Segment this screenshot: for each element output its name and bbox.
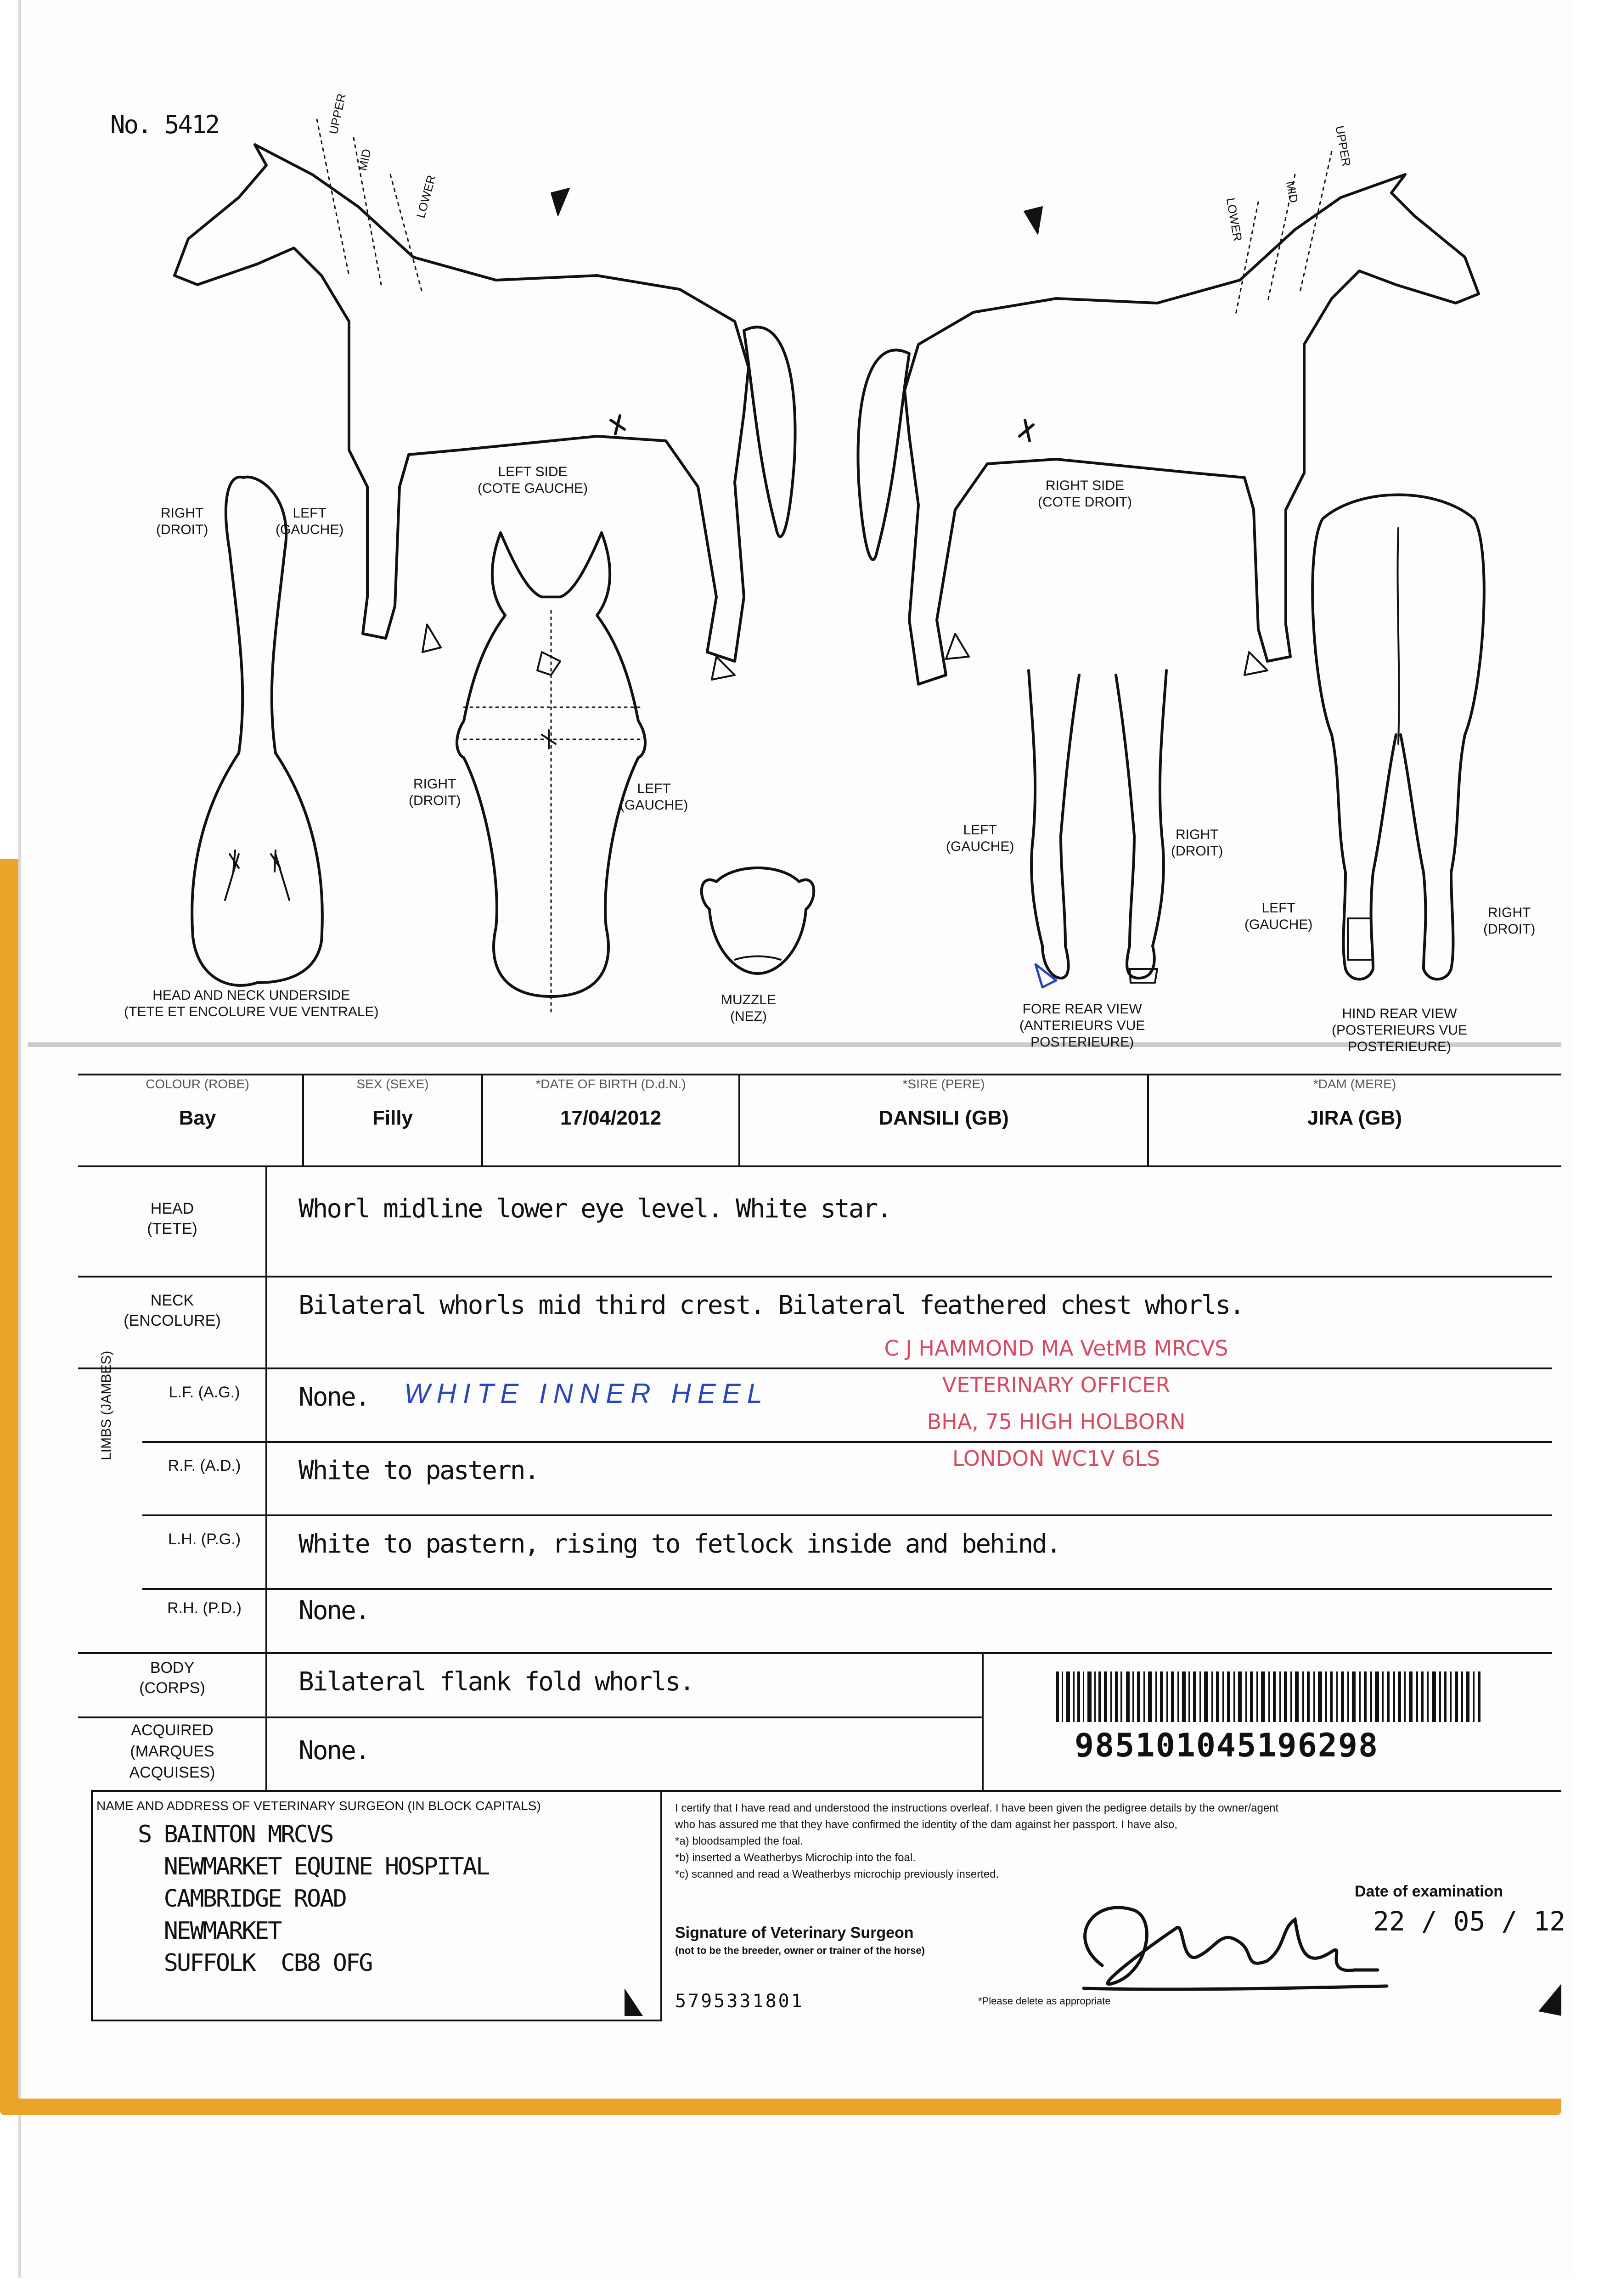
head-label: HEAD (TETE) xyxy=(147,1200,197,1238)
acquired-value: None. xyxy=(298,1736,369,1766)
label-fore-rear-view: FORE REAR VIEW (ANTERIEURS VUE POSTERIEURE) xyxy=(1019,1002,1145,1050)
label-fore-left: LEFT (GAUCHE) xyxy=(946,822,1014,854)
label-head-right: RIGHT (DROIT) xyxy=(409,777,461,808)
body-label: BODY (CORPS) xyxy=(139,1659,205,1697)
label-head-neck-underside: HEAD AND NECK UNDERSIDE (TETE ET ENCOLURE VUE VENTRALE) xyxy=(124,988,379,1019)
signature-note: (not to be the breeder, owner or trainer of the horse) xyxy=(675,1945,925,1956)
delete-note: *Please delete as appropriate xyxy=(978,1995,1111,2007)
signature-scribble xyxy=(1084,1908,1387,1989)
label-mid-left: MID xyxy=(355,147,374,172)
lf-label: L.F. (A.G.) xyxy=(169,1384,240,1401)
rf-value: White to pastern. xyxy=(298,1456,539,1486)
vet-address: S BAINTON MRCVS NEWMARKET EQUINE HOSPITAL CAMBRIDGE ROAD NEWMARKET SUFFOLK CB8 OFG xyxy=(138,1821,489,1977)
label-lower-left: LOWER xyxy=(413,174,439,219)
dob-header: *DATE OF BIRTH (D.d.N.) xyxy=(535,1077,686,1091)
body-value: Bilateral flank fold whorls. xyxy=(298,1667,694,1697)
lh-value: White to pastern, rising to fetlock inside and behind. xyxy=(298,1529,1060,1559)
label-hind-rear-view: HIND REAR VIEW (POSTERIEURS VUE POSTERIEURE) xyxy=(1332,1006,1468,1054)
serial-number: 5795331801 xyxy=(675,1991,804,2012)
vet-heading: NAME AND ADDRESS OF VETERINARY SURGEON (IN BLOCK CAPITALS) xyxy=(96,1799,541,1813)
label-muzzle: MUZZLE (NEZ) xyxy=(721,992,776,1024)
lf-value: None. xyxy=(298,1382,369,1412)
stamp-line-2: VETERINARY OFFICER xyxy=(942,1373,1171,1397)
colour-header: COLOUR (ROBE) xyxy=(146,1077,249,1091)
dam-value: JIRA (GB) xyxy=(1307,1107,1402,1129)
dob-value: 17/04/2012 xyxy=(560,1107,662,1129)
signature-label: Signature of Veterinary Surgeon xyxy=(675,1924,914,1941)
acquired-label: ACQUIRED (MARQUES ACQUISES) xyxy=(129,1722,215,1781)
label-hn-left: LEFT (GAUCHE) xyxy=(276,506,344,537)
rh-value: None. xyxy=(298,1596,369,1626)
limbs-label: LIMBS (JAMBES) xyxy=(99,1351,114,1460)
label-hind-right: RIGHT (DROIT) xyxy=(1483,905,1536,937)
document-number: No. 5412 xyxy=(110,110,219,139)
date-value: 22 / 05 / 12 xyxy=(1373,1906,1566,1937)
label-hind-left: LEFT (GAUCHE) xyxy=(1244,900,1313,932)
label-lower-right: LOWER xyxy=(1223,197,1245,242)
label-left-side: LEFT SIDE (COTE GAUCHE) xyxy=(478,464,588,496)
rh-label: R.H. (P.D.) xyxy=(167,1599,242,1617)
label-hn-right: RIGHT (DROIT) xyxy=(156,506,208,537)
stamp-line-3: BHA, 75 HIGH HOLBORN xyxy=(927,1409,1186,1434)
lf-handwritten-note: WHITE INNER HEEL xyxy=(404,1378,769,1409)
sire-value: DANSILI (GB) xyxy=(878,1107,1009,1129)
label-head-left: LEFT (GAUCHE) xyxy=(620,781,688,813)
lh-label: L.H. (P.G.) xyxy=(168,1531,241,1548)
label-mid-right: MID xyxy=(1283,180,1301,204)
label-upper-right: UPPER xyxy=(1333,124,1354,168)
label-fore-right: RIGHT (DROIT) xyxy=(1171,827,1223,859)
sex-value: Filly xyxy=(372,1107,413,1129)
neck-label: NECK (ENCOLURE) xyxy=(124,1292,221,1329)
stamp-line-1: C J HAMMOND MA VetMB MRCVS xyxy=(884,1336,1228,1361)
dam-header: *DAM (MERE) xyxy=(1313,1077,1396,1091)
label-right-side: RIGHT SIDE (COTE DROIT) xyxy=(1038,478,1132,510)
date-label: Date of examination xyxy=(1355,1883,1503,1900)
stamp-line-4: LONDON WC1V 6LS xyxy=(952,1446,1160,1471)
head-value: Whorl midline lower eye level. White star. xyxy=(298,1194,891,1224)
certification-text: I certify that I have read and understood the instructions overleaf. I have been given the pedigree details by the owner/agent who has assured me that they have confirmed the identity of the dam against her passport. I have also, *a) bloodsampled the foal. *b) inserted a Weatherbys Microchip into the foal. *c) scanned and read a Weatherbys microchip previously inserted. xyxy=(675,1802,1279,1880)
sire-header: *SIRE (PERE) xyxy=(902,1077,985,1091)
colour-value: Bay xyxy=(179,1107,216,1129)
microchip-number: 985101045196298 xyxy=(1075,1727,1379,1764)
label-upper-left: UPPER xyxy=(326,92,349,135)
neck-value: Bilateral whorls mid third crest. Bilateral feathered chest whorls. xyxy=(298,1290,1244,1320)
microchip-barcode xyxy=(1056,1671,1481,1722)
rf-label: R.F. (A.D.) xyxy=(168,1457,241,1474)
sex-header: SEX (SEXE) xyxy=(356,1077,429,1091)
